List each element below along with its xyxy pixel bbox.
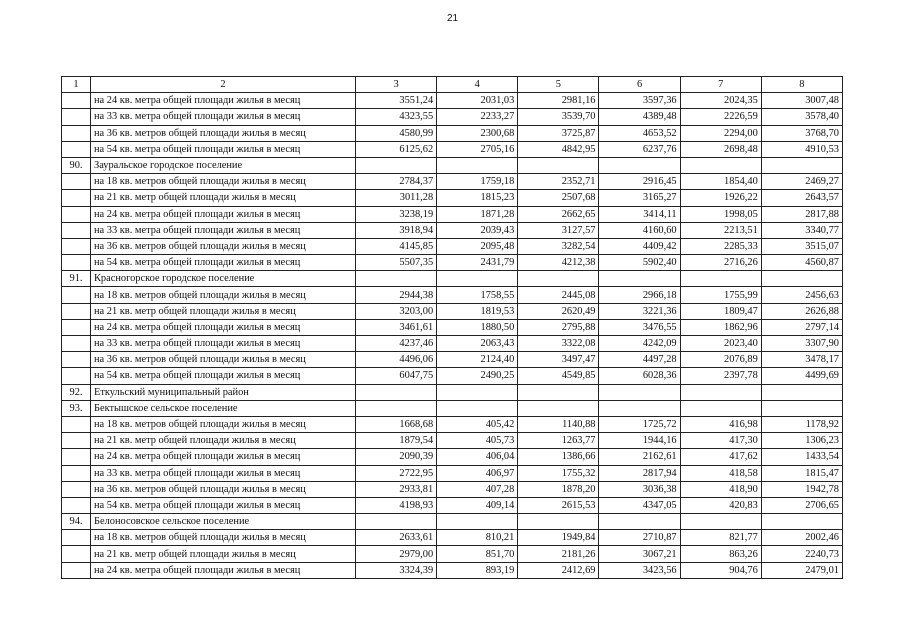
value-cell: 417,30 — [680, 433, 761, 449]
value-cell — [599, 384, 680, 400]
value-cell: 2626,88 — [761, 303, 842, 319]
value-cell: 2698,48 — [680, 141, 761, 157]
value-cell: 1178,92 — [761, 416, 842, 432]
value-cell: 3007,48 — [761, 93, 842, 109]
value-cell: 3578,40 — [761, 109, 842, 125]
value-cell: 4389,48 — [599, 109, 680, 125]
value-cell: 1926,22 — [680, 190, 761, 206]
value-cell: 3340,77 — [761, 222, 842, 238]
value-cell — [680, 271, 761, 287]
value-cell: 4347,05 — [599, 497, 680, 513]
value-cell: 4560,87 — [761, 255, 842, 271]
header-cell: 7 — [680, 77, 761, 93]
table-row — [62, 222, 843, 238]
value-cell — [356, 157, 437, 173]
row-number-cell — [62, 255, 91, 271]
value-cell: 405,73 — [437, 433, 518, 449]
value-cell: 2300,68 — [437, 125, 518, 141]
value-cell: 6028,36 — [599, 368, 680, 384]
value-cell: 2916,45 — [599, 174, 680, 190]
value-cell: 1879,54 — [356, 433, 437, 449]
value-cell — [761, 157, 842, 173]
table-row — [62, 400, 843, 416]
table-row — [62, 497, 843, 513]
value-cell: 4323,55 — [356, 109, 437, 125]
value-cell — [599, 400, 680, 416]
value-cell: 2944,38 — [356, 287, 437, 303]
value-cell: 2233,27 — [437, 109, 518, 125]
value-cell: 2716,26 — [680, 255, 761, 271]
value-cell: 1880,50 — [437, 319, 518, 335]
value-cell — [437, 271, 518, 287]
value-cell: 1755,99 — [680, 287, 761, 303]
value-cell: 863,26 — [680, 546, 761, 562]
value-cell — [437, 514, 518, 530]
value-cell: 2002,46 — [761, 530, 842, 546]
value-cell: 2240,73 — [761, 546, 842, 562]
value-cell: 2397,78 — [680, 368, 761, 384]
value-cell: 2124,40 — [437, 352, 518, 368]
table-row — [62, 336, 843, 352]
value-cell: 2294,00 — [680, 125, 761, 141]
row-number-cell: 91. — [62, 271, 91, 287]
header-cell: 2 — [91, 77, 356, 93]
value-cell: 2817,88 — [761, 206, 842, 222]
value-cell: 4653,52 — [599, 125, 680, 141]
value-cell: 4497,28 — [599, 352, 680, 368]
table-row — [62, 481, 843, 497]
row-number-cell — [62, 497, 91, 513]
value-cell — [680, 384, 761, 400]
value-cell: 2797,14 — [761, 319, 842, 335]
value-cell: 3725,87 — [518, 125, 599, 141]
value-cell: 2710,87 — [599, 530, 680, 546]
value-cell: 4496,06 — [356, 352, 437, 368]
value-cell: 810,21 — [437, 530, 518, 546]
value-cell: 1949,84 — [518, 530, 599, 546]
value-cell: 1755,32 — [518, 465, 599, 481]
value-cell: 6047,75 — [356, 368, 437, 384]
value-cell: 2023,40 — [680, 336, 761, 352]
value-cell: 4842,95 — [518, 141, 599, 157]
value-cell: 1819,53 — [437, 303, 518, 319]
row-number-cell — [62, 174, 91, 190]
value-cell: 3282,54 — [518, 238, 599, 254]
value-cell: 2162,61 — [599, 449, 680, 465]
value-cell — [599, 157, 680, 173]
table-row — [62, 190, 843, 206]
row-number-cell — [62, 416, 91, 432]
value-cell: 2213,51 — [680, 222, 761, 238]
row-name-cell: на 36 кв. метров общей площади жилья в месяц — [91, 481, 356, 497]
value-cell: 2181,26 — [518, 546, 599, 562]
value-cell: 6125,62 — [356, 141, 437, 157]
value-cell — [761, 514, 842, 530]
row-number-cell — [62, 336, 91, 352]
value-cell: 2705,16 — [437, 141, 518, 157]
value-cell: 2226,59 — [680, 109, 761, 125]
value-cell: 1306,23 — [761, 433, 842, 449]
value-cell: 3476,55 — [599, 319, 680, 335]
table-row — [62, 174, 843, 190]
value-cell: 3461,61 — [356, 319, 437, 335]
value-cell: 3221,36 — [599, 303, 680, 319]
row-name-cell: на 24 кв. метра общей площади жилья в месяц — [91, 206, 356, 222]
value-cell: 4409,42 — [599, 238, 680, 254]
header-cell: 3 — [356, 77, 437, 93]
value-cell: 5902,40 — [599, 255, 680, 271]
row-number-cell — [62, 93, 91, 109]
value-cell — [356, 400, 437, 416]
value-cell: 2933,81 — [356, 481, 437, 497]
row-name-cell: Бектышское сельское поселение — [91, 400, 356, 416]
row-name-cell: на 33 кв. метра общей площади жилья в месяц — [91, 222, 356, 238]
value-cell: 417,62 — [680, 449, 761, 465]
value-cell — [356, 271, 437, 287]
row-number-cell — [62, 465, 91, 481]
row-number-cell — [62, 206, 91, 222]
value-cell: 3324,39 — [356, 562, 437, 578]
value-cell: 3597,36 — [599, 93, 680, 109]
table-row — [62, 206, 843, 222]
row-number-cell — [62, 562, 91, 578]
value-cell: 2445,08 — [518, 287, 599, 303]
value-cell: 1942,78 — [761, 481, 842, 497]
value-cell: 3307,90 — [761, 336, 842, 352]
header-row — [62, 77, 843, 93]
row-number-cell: 93. — [62, 400, 91, 416]
value-cell: 406,04 — [437, 449, 518, 465]
value-cell: 1263,77 — [518, 433, 599, 449]
row-number-cell — [62, 238, 91, 254]
row-number-cell — [62, 368, 91, 384]
row-name-cell: на 33 кв. метра общей площади жилья в месяц — [91, 109, 356, 125]
value-cell: 2090,39 — [356, 449, 437, 465]
table-row — [62, 416, 843, 432]
row-number-cell — [62, 433, 91, 449]
value-cell: 2479,01 — [761, 562, 842, 578]
row-name-cell: на 18 кв. метров общей площади жилья в месяц — [91, 416, 356, 432]
value-cell: 409,14 — [437, 497, 518, 513]
row-name-cell: Белоносовское сельское поселение — [91, 514, 356, 530]
value-cell — [599, 514, 680, 530]
value-cell: 3423,56 — [599, 562, 680, 578]
value-cell: 893,19 — [437, 562, 518, 578]
row-name-cell: на 24 кв. метра общей площади жилья в месяц — [91, 449, 356, 465]
value-cell: 2490,25 — [437, 368, 518, 384]
value-cell: 1725,72 — [599, 416, 680, 432]
value-cell: 4580,99 — [356, 125, 437, 141]
row-name-cell: на 21 кв. метр общей площади жилья в месяц — [91, 433, 356, 449]
value-cell: 2615,53 — [518, 497, 599, 513]
table-row — [62, 562, 843, 578]
value-cell: 416,98 — [680, 416, 761, 432]
row-name-cell: на 54 кв. метра общей площади жилья в месяц — [91, 497, 356, 513]
value-cell: 2979,00 — [356, 546, 437, 562]
value-cell: 3478,17 — [761, 352, 842, 368]
header-cell: 6 — [599, 77, 680, 93]
row-name-cell: на 33 кв. метра общей площади жилья в месяц — [91, 465, 356, 481]
value-cell — [518, 384, 599, 400]
value-cell: 4549,85 — [518, 368, 599, 384]
value-cell: 2722,95 — [356, 465, 437, 481]
table-row — [62, 546, 843, 562]
row-name-cell: на 21 кв. метр общей площади жилья в месяц — [91, 303, 356, 319]
value-cell — [518, 514, 599, 530]
value-cell: 2706,65 — [761, 497, 842, 513]
row-name-cell: на 54 кв. метра общей площади жилья в месяц — [91, 141, 356, 157]
row-number-cell: 94. — [62, 514, 91, 530]
value-cell: 2031,03 — [437, 93, 518, 109]
value-cell: 1140,88 — [518, 416, 599, 432]
value-cell: 1815,47 — [761, 465, 842, 481]
row-number-cell — [62, 287, 91, 303]
value-cell: 2456,63 — [761, 287, 842, 303]
header-cell: 5 — [518, 77, 599, 93]
value-cell: 2966,18 — [599, 287, 680, 303]
value-cell: 2633,61 — [356, 530, 437, 546]
row-number-cell — [62, 222, 91, 238]
row-name-cell: на 24 кв. метра общей площади жилья в месяц — [91, 562, 356, 578]
value-cell: 1809,47 — [680, 303, 761, 319]
value-cell — [680, 157, 761, 173]
value-cell: 3165,27 — [599, 190, 680, 206]
table-row — [62, 125, 843, 141]
row-name-cell: Еткульский муниципальный район — [91, 384, 356, 400]
value-cell: 3127,57 — [518, 222, 599, 238]
row-name-cell: на 18 кв. метров общей площади жилья в месяц — [91, 287, 356, 303]
value-cell — [518, 400, 599, 416]
header-cell: 1 — [62, 77, 91, 93]
value-cell: 2431,79 — [437, 255, 518, 271]
value-cell: 904,76 — [680, 562, 761, 578]
value-cell: 1386,66 — [518, 449, 599, 465]
row-name-cell: на 18 кв. метров общей площади жилья в месяц — [91, 530, 356, 546]
value-cell — [437, 400, 518, 416]
value-cell: 2795,88 — [518, 319, 599, 335]
table-row — [62, 433, 843, 449]
value-cell: 6237,76 — [599, 141, 680, 157]
row-name-cell: Красногорское городское поселение — [91, 271, 356, 287]
row-number-cell — [62, 546, 91, 562]
value-cell: 3539,70 — [518, 109, 599, 125]
row-number-cell — [62, 109, 91, 125]
table-row — [62, 238, 843, 254]
table-row — [62, 368, 843, 384]
value-cell: 4242,09 — [599, 336, 680, 352]
value-cell: 2076,89 — [680, 352, 761, 368]
value-cell — [437, 157, 518, 173]
value-cell: 4198,93 — [356, 497, 437, 513]
row-number-cell — [62, 141, 91, 157]
value-cell: 3322,08 — [518, 336, 599, 352]
row-name-cell: на 36 кв. метров общей площади жилья в месяц — [91, 352, 356, 368]
row-number-cell — [62, 530, 91, 546]
value-cell — [518, 271, 599, 287]
value-cell: 1871,28 — [437, 206, 518, 222]
row-name-cell: на 33 кв. метра общей площади жилья в месяц — [91, 336, 356, 352]
value-cell: 2412,69 — [518, 562, 599, 578]
value-cell: 851,70 — [437, 546, 518, 562]
value-cell — [518, 157, 599, 173]
value-cell: 2662,65 — [518, 206, 599, 222]
table-row — [62, 352, 843, 368]
value-cell: 821,77 — [680, 530, 761, 546]
value-cell: 2063,43 — [437, 336, 518, 352]
value-cell: 405,42 — [437, 416, 518, 432]
value-cell — [761, 384, 842, 400]
value-cell — [680, 514, 761, 530]
table-row — [62, 157, 843, 173]
value-cell — [761, 400, 842, 416]
table-row — [62, 319, 843, 335]
table-row — [62, 303, 843, 319]
value-cell: 3497,47 — [518, 352, 599, 368]
value-cell — [761, 271, 842, 287]
header-cell: 4 — [437, 77, 518, 93]
value-cell: 3238,19 — [356, 206, 437, 222]
value-cell: 1758,55 — [437, 287, 518, 303]
value-cell: 4160,60 — [599, 222, 680, 238]
table-row — [62, 255, 843, 271]
value-cell: 2024,35 — [680, 93, 761, 109]
value-cell: 2039,43 — [437, 222, 518, 238]
row-number-cell — [62, 352, 91, 368]
value-cell: 420,83 — [680, 497, 761, 513]
value-cell: 418,58 — [680, 465, 761, 481]
row-number-cell — [62, 449, 91, 465]
value-cell — [356, 514, 437, 530]
table-row — [62, 287, 843, 303]
value-cell: 1862,96 — [680, 319, 761, 335]
row-name-cell: на 36 кв. метров общей площади жилья в месяц — [91, 238, 356, 254]
row-name-cell: на 21 кв. метр общей площади жилья в месяц — [91, 190, 356, 206]
value-cell: 1854,40 — [680, 174, 761, 190]
value-cell: 1944,16 — [599, 433, 680, 449]
page-number: 21 — [446, 13, 459, 24]
row-name-cell: Зауральское городское поселение — [91, 157, 356, 173]
row-name-cell: на 18 кв. метров общей площади жилья в месяц — [91, 174, 356, 190]
value-cell — [599, 271, 680, 287]
table-row — [62, 271, 843, 287]
table-row — [62, 109, 843, 125]
table-row — [62, 465, 843, 481]
value-cell: 418,90 — [680, 481, 761, 497]
value-cell: 2643,57 — [761, 190, 842, 206]
row-number-cell — [62, 319, 91, 335]
table-row — [62, 449, 843, 465]
row-name-cell: на 24 кв. метра общей площади жилья в месяц — [91, 319, 356, 335]
row-name-cell: на 21 кв. метр общей площади жилья в месяц — [91, 546, 356, 562]
value-cell: 3551,24 — [356, 93, 437, 109]
row-number-cell — [62, 303, 91, 319]
value-cell: 1668,68 — [356, 416, 437, 432]
table-row — [62, 530, 843, 546]
value-cell: 3036,38 — [599, 481, 680, 497]
value-cell: 2784,37 — [356, 174, 437, 190]
value-cell — [680, 400, 761, 416]
value-cell: 2507,68 — [518, 190, 599, 206]
row-name-cell: на 54 кв. метра общей площади жилья в месяц — [91, 255, 356, 271]
value-cell: 3067,21 — [599, 546, 680, 562]
row-number-cell — [62, 481, 91, 497]
row-number-cell — [62, 190, 91, 206]
value-cell: 406,97 — [437, 465, 518, 481]
value-cell: 2620,49 — [518, 303, 599, 319]
value-cell: 5507,35 — [356, 255, 437, 271]
value-cell: 1878,20 — [518, 481, 599, 497]
table-row — [62, 384, 843, 400]
table-row — [62, 93, 843, 109]
row-number-cell — [62, 125, 91, 141]
table-row — [62, 141, 843, 157]
row-number-cell: 92. — [62, 384, 91, 400]
value-cell: 3414,11 — [599, 206, 680, 222]
value-cell: 2285,33 — [680, 238, 761, 254]
value-cell: 4499,69 — [761, 368, 842, 384]
value-cell: 3768,70 — [761, 125, 842, 141]
value-cell: 2352,71 — [518, 174, 599, 190]
value-cell — [437, 384, 518, 400]
value-cell: 1998,05 — [680, 206, 761, 222]
value-cell: 3515,07 — [761, 238, 842, 254]
value-cell — [356, 384, 437, 400]
value-cell: 2817,94 — [599, 465, 680, 481]
table-row — [62, 514, 843, 530]
value-cell: 1433,54 — [761, 449, 842, 465]
value-cell: 4212,38 — [518, 255, 599, 271]
value-cell: 3011,28 — [356, 190, 437, 206]
value-cell: 1815,23 — [437, 190, 518, 206]
value-cell: 407,28 — [437, 481, 518, 497]
value-cell: 2981,16 — [518, 93, 599, 109]
row-name-cell: на 24 кв. метра общей площади жилья в месяц — [91, 93, 356, 109]
header-cell: 8 — [761, 77, 842, 93]
value-cell: 4910,53 — [761, 141, 842, 157]
row-name-cell: на 36 кв. метров общей площади жилья в месяц — [91, 125, 356, 141]
value-cell: 4145,85 — [356, 238, 437, 254]
value-cell: 1759,18 — [437, 174, 518, 190]
value-cell: 4237,46 — [356, 336, 437, 352]
row-name-cell: на 54 кв. метра общей площади жилья в месяц — [91, 368, 356, 384]
row-number-cell: 90. — [62, 157, 91, 173]
value-cell: 2469,27 — [761, 174, 842, 190]
value-cell: 2095,48 — [437, 238, 518, 254]
tariff-table — [61, 76, 843, 579]
value-cell: 3918,94 — [356, 222, 437, 238]
value-cell: 3203,00 — [356, 303, 437, 319]
